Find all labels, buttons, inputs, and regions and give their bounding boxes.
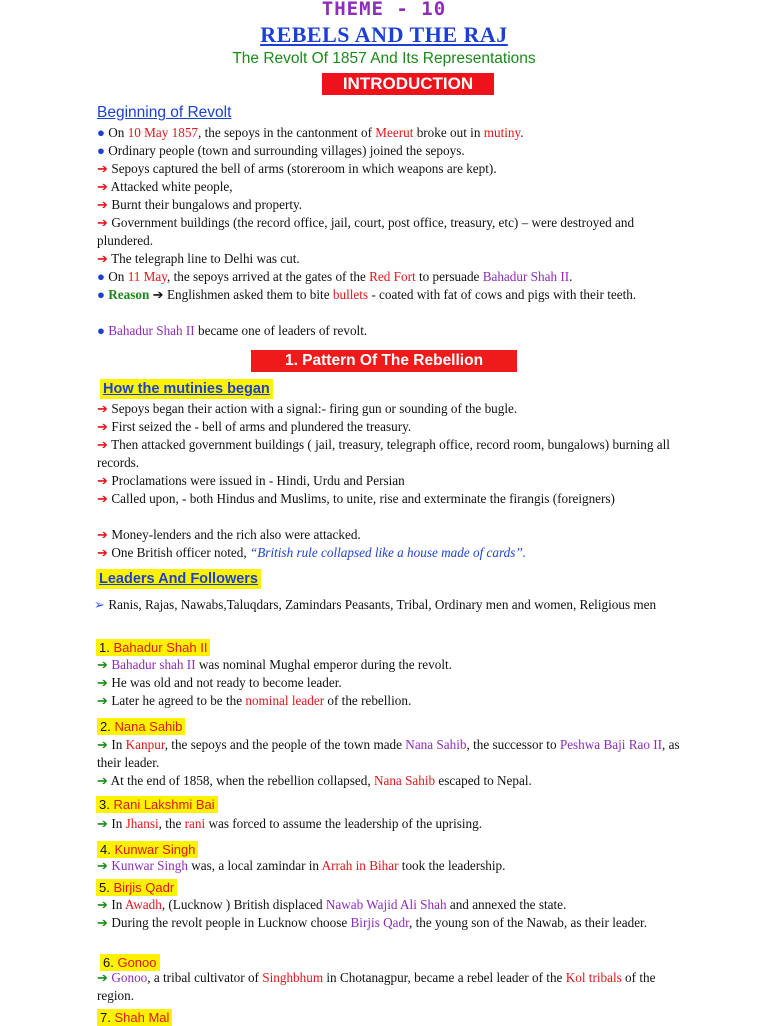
bahadur-line-1: ➔ Bahadur shah II was nominal Mughal emperor during the revolt.: [97, 657, 452, 672]
right-arrow-icon: ➔: [97, 215, 109, 230]
triangle-pointer-icon: ➢: [94, 597, 106, 612]
nana-line-2: ➔ At the end of 1858, when the rebellion collapsed, Nana Sahib escaped to Nepal.: [97, 773, 532, 788]
beginning-line-8: ● On 11 May, the sepoys arrived at the gates of the Red Fort to persuade Bahadur Shah II.: [97, 269, 573, 284]
right-arrow-icon: ➔: [97, 437, 109, 452]
right-arrow-icon: ➔: [97, 693, 109, 708]
bullet-icon: ●: [97, 323, 105, 338]
beginning-heading: Beginning of Revolt: [97, 104, 232, 121]
leader-heading-kunwar: 4. Kunwar Singh: [97, 841, 198, 858]
right-arrow-icon: ➔: [97, 897, 109, 912]
page-title: REBELS AND THE RAJ: [260, 22, 508, 47]
right-arrow-icon: ➔: [97, 773, 109, 788]
beginning-line-3: ➔ Sepoys captured the bell of arms (storeroom in which weapons are kept).: [97, 161, 497, 176]
beginning-line-7: ➔ The telegraph line to Delhi was cut.: [97, 251, 300, 266]
right-arrow-icon: ➔: [97, 737, 109, 752]
leader-heading-lakshmi: 3. Rani Lakshmi Bai: [96, 796, 218, 813]
bahadur-line-3: ➔ Later he agreed to be the nominal leader of the rebellion.: [97, 693, 412, 708]
right-arrow-icon: ➔: [97, 161, 109, 176]
theme-label: THEME - 10: [321, 0, 447, 20]
beginning-line-2: ● Ordinary people (town and surrounding villages) joined the sepoys.: [97, 143, 465, 158]
right-arrow-icon: ➔: [97, 251, 109, 266]
leader-heading-birjis: 5. Birjis Qadr: [96, 879, 177, 896]
birjis-line-1: ➔ In Awadh, (Lucknow ) British displaced Nawab Wajid Ali Shah and annexed the state.: [97, 897, 567, 912]
leader-heading-bahadur: 1. Bahadur Shah II: [96, 639, 210, 656]
introduction-banner: INTRODUCTION: [322, 73, 494, 95]
leaders-intro: ➢ Ranis, Rajas, Nawabs,Taluqdars, Zamindars Peasants, Tribal, Ordinary men and women, Religious men: [94, 597, 657, 612]
pattern-line-5: ➔ Called upon, - both Hindus and Muslims, to unite, rise and exterminate the firangis (foreigners): [97, 491, 615, 506]
pattern-line-7: ➔ One British officer noted, “British rule collapsed like a house made of cards’’.: [97, 545, 526, 560]
right-arrow-icon: ➔: [97, 179, 109, 194]
gonoo-line-1: ➔ Gonoo, a tribal cultivator of Singhbhum in Chotanagpur, became a rebel leader of the Kol tribals of the region.: [97, 970, 656, 1003]
mutinies-heading: How the mutinies began: [100, 379, 273, 399]
lakshmi-line-1: ➔ In Jhansi, the rani was forced to assume the leadership of the uprising.: [97, 816, 483, 831]
right-arrow-icon: ➔: [97, 675, 109, 690]
bahadur-line-2: ➔ He was old and not ready to become leader.: [97, 675, 342, 690]
right-arrow-icon: ➔: [97, 401, 109, 416]
right-arrow-icon: ➔: [97, 473, 109, 488]
bullet-icon: ●: [97, 125, 105, 140]
leader-heading-shahmal: 7. Shah Mal: [97, 1009, 172, 1026]
beginning-line-4: ➔ Attacked white people,: [97, 179, 233, 194]
right-arrow-icon: ➔: [97, 657, 109, 672]
right-arrow-icon: ➔: [97, 970, 109, 985]
right-arrow-icon: ➔: [97, 816, 109, 831]
kunwar-line-1: ➔ Kunwar Singh was, a local zamindar in Arrah in Bihar took the leadership.: [97, 858, 506, 873]
right-arrow-icon: ➔: [97, 858, 109, 873]
nana-line-1: ➔ In Kanpur, the sepoys and the people of the town made Nana Sahib, the successor to Peshwa Baji Rao II, as their leader.: [97, 737, 680, 770]
page-subtitle: The Revolt Of 1857 And Its Representations: [232, 50, 536, 67]
beginning-line-1: ● On 10 May 1857, the sepoys in the cantonment of Meerut broke out in mutiny.: [97, 125, 524, 140]
pattern-line-4: ➔ Proclamations were issued in - Hindi, Urdu and Persian: [97, 473, 405, 488]
right-arrow-icon: ➔: [152, 287, 164, 302]
pattern-line-2: ➔ First seized the - bell of arms and plundered the treasury.: [97, 419, 412, 434]
bullet-icon: ●: [97, 287, 105, 302]
pattern-line-3: ➔ Then attacked government buildings ( jail, treasury, telegraph office, record room, bungalows) burning all records.: [97, 437, 670, 470]
beginning-line-5: ➔ Burnt their bungalows and property.: [97, 197, 303, 212]
pattern-line-6: ➔ Money-lenders and the rich also were attacked.: [97, 527, 361, 542]
bullet-icon: ●: [97, 269, 105, 284]
right-arrow-icon: ➔: [97, 419, 109, 434]
leader-heading-nana: 2. Nana Sahib: [97, 718, 185, 735]
pattern-banner: 1. Pattern Of The Rebellion: [251, 350, 517, 372]
leaders-heading: Leaders And Followers: [96, 569, 261, 589]
right-arrow-icon: ➔: [97, 197, 109, 212]
beginning-line-9: ● Reason ➔ Englishmen asked them to bite bullets - coated with fat of cows and pigs with their teeth.: [97, 287, 637, 302]
right-arrow-icon: ➔: [97, 545, 109, 560]
beginning-line-6: ➔ Government buildings (the record office, jail, court, post office, treasury, etc) – were destroyed and plundered.: [97, 215, 635, 248]
bullet-icon: ●: [97, 143, 105, 158]
right-arrow-icon: ➔: [97, 527, 109, 542]
pattern-line-1: ➔ Sepoys began their action with a signal:- firing gun or sounding of the bugle.: [97, 401, 518, 416]
leader-heading-gonoo: 6. Gonoo: [100, 954, 160, 971]
right-arrow-icon: ➔: [97, 491, 109, 506]
right-arrow-icon: ➔: [97, 915, 109, 930]
birjis-line-2: ➔ During the revolt people in Lucknow choose Birjis Qadr, the young son of the Nawab, as their leader.: [97, 915, 648, 930]
beginning-line-10: ● Bahadur Shah II became one of leaders of revolt.: [97, 323, 368, 338]
